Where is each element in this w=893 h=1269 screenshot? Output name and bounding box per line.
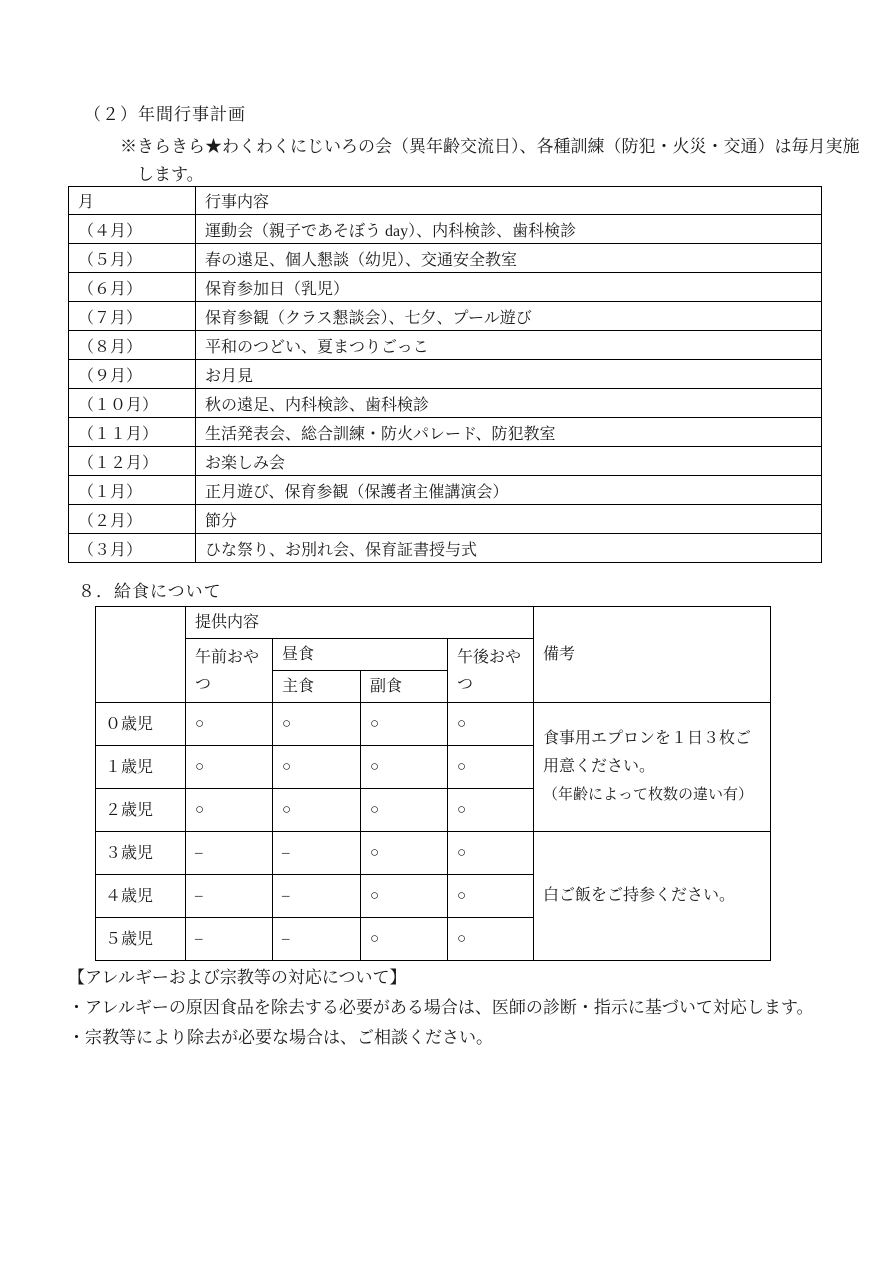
events-row-april [69,215,822,244]
month-cell: （１２月） [69,447,196,476]
staple-food-header: 主食 [273,671,361,703]
lunch-row-age3 [96,832,771,875]
events-cell: 正月遊び、保育参観（保護者主催講演会） [196,476,822,505]
events-row-february [69,505,822,534]
provide-content-header: 提供内容 [186,607,534,639]
events-row-may [69,244,822,273]
remarks-column-header: 備考 [534,607,771,703]
am-snack-cell: ○ [186,703,273,746]
events-row-march [69,534,822,563]
month-cell: （９月） [69,360,196,389]
events-cell: 節分 [196,505,822,534]
pm-snack-cell: ○ [448,789,534,832]
age-cell: ５歳児 [96,918,186,961]
month-cell: （６月） [69,273,196,302]
am-snack-header: 午前おやつ [186,639,273,703]
age-cell: １歳児 [96,746,186,789]
lunch-header: 昼食 [273,639,448,671]
annual-events-table [68,186,822,563]
side-cell: ○ [361,918,448,961]
events-row-december [69,447,822,476]
events-cell: ひな祭り、お別れ会、保育証書授与式 [196,534,822,563]
events-cell: 平和のつどい、夏まつりごっこ [196,331,822,360]
events-row-january [69,476,822,505]
events-cell: 保育参観（クラス懇談会）、七夕、プール遊び [196,302,822,331]
staple-cell: ○ [273,789,361,832]
events-cell: 生活発表会、総合訓練・防火パレード、防犯教室 [196,418,822,447]
events-row-june [69,273,822,302]
allergy-note-line2: ・宗教等により除去が必要な場合は、ご相談ください。 [68,1028,493,1047]
events-column-header: 行事内容 [196,187,822,215]
allergy-note-line1: ・アレルギーの原因食品を除去する必要がある場合は、医師の診断・指示に基づいて対応します。 [68,998,814,1017]
month-cell: （８月） [69,331,196,360]
month-cell: （３月） [69,534,196,563]
side-dish-header: 副食 [361,671,448,703]
month-cell: （１０月） [69,389,196,418]
lunch-provision-table [95,606,771,961]
month-cell: （２月） [69,505,196,534]
staple-cell: – [273,832,361,875]
allergy-section-heading: 【アレルギーおよび宗教等の対応について】 [68,968,407,987]
pm-snack-cell: ○ [448,746,534,789]
age-cell: ３歳児 [96,832,186,875]
pm-snack-cell: ○ [448,875,534,918]
month-column-header: 月 [69,187,196,215]
events-cell: お楽しみ会 [196,447,822,476]
staple-cell: ○ [273,703,361,746]
staple-cell: – [273,875,361,918]
pm-snack-cell: ○ [448,832,534,875]
month-cell: （４月） [69,215,196,244]
remark-apron-text: 食事用エプロンを１日３枚ご用意ください。 [543,730,752,775]
events-cell: お月見 [196,360,822,389]
staple-cell: – [273,918,361,961]
side-cell: ○ [361,789,448,832]
side-cell: ○ [361,746,448,789]
events-cell: 運動会（親子であそぼう day）、内科検診、歯科検診 [196,215,822,244]
lunch-row-age0 [96,703,771,746]
month-cell: （１１月） [69,418,196,447]
age-cell: ２歳児 [96,789,186,832]
annual-plan-heading: （２）年間行事計画 [84,105,246,124]
side-cell: ○ [361,875,448,918]
remark-toddler-cell [534,832,771,961]
side-cell: ○ [361,703,448,746]
month-cell: （１月） [69,476,196,505]
am-snack-cell: ○ [186,789,273,832]
events-row-november [69,418,822,447]
monthly-events-note-line2: します。 [137,165,204,184]
events-row-october [69,389,822,418]
remark-apron-note: （年齢によって枚数の違い有） [543,787,754,803]
lunch-section-heading: ８．給食について [78,582,222,601]
month-cell: （５月） [69,244,196,273]
pm-snack-header: 午後おやつ [448,639,534,703]
remark-rice-text: 白ご飯をご持参ください。 [543,887,736,904]
events-cell: 秋の遠足、内科検診、歯科検診 [196,389,822,418]
events-row-july [69,302,822,331]
monthly-events-note-line1: ※きらきら★わくわくにじいろの会（異年齢交流日）、各種訓練（防犯・火災・交通）は毎月実施 [120,137,860,156]
side-cell: ○ [361,832,448,875]
month-cell: （７月） [69,302,196,331]
pm-snack-cell: ○ [448,703,534,746]
events-cell: 保育参加日（乳児） [196,273,822,302]
am-snack-cell: ○ [186,746,273,789]
events-row-august [69,331,822,360]
am-snack-cell: – [186,918,273,961]
age-cell: ０歳児 [96,703,186,746]
age-cell: ４歳児 [96,875,186,918]
events-cell: 春の遠足、個人懇談（幼児）、交通安全教室 [196,244,822,273]
remark-infant-cell [534,703,771,832]
lunch-header-row-1 [96,607,771,639]
am-snack-cell: – [186,832,273,875]
staple-cell: ○ [273,746,361,789]
events-row-september [69,360,822,389]
am-snack-cell: – [186,875,273,918]
age-column-header-empty [96,607,186,703]
events-table-header-row [69,187,822,215]
pm-snack-cell: ○ [448,918,534,961]
